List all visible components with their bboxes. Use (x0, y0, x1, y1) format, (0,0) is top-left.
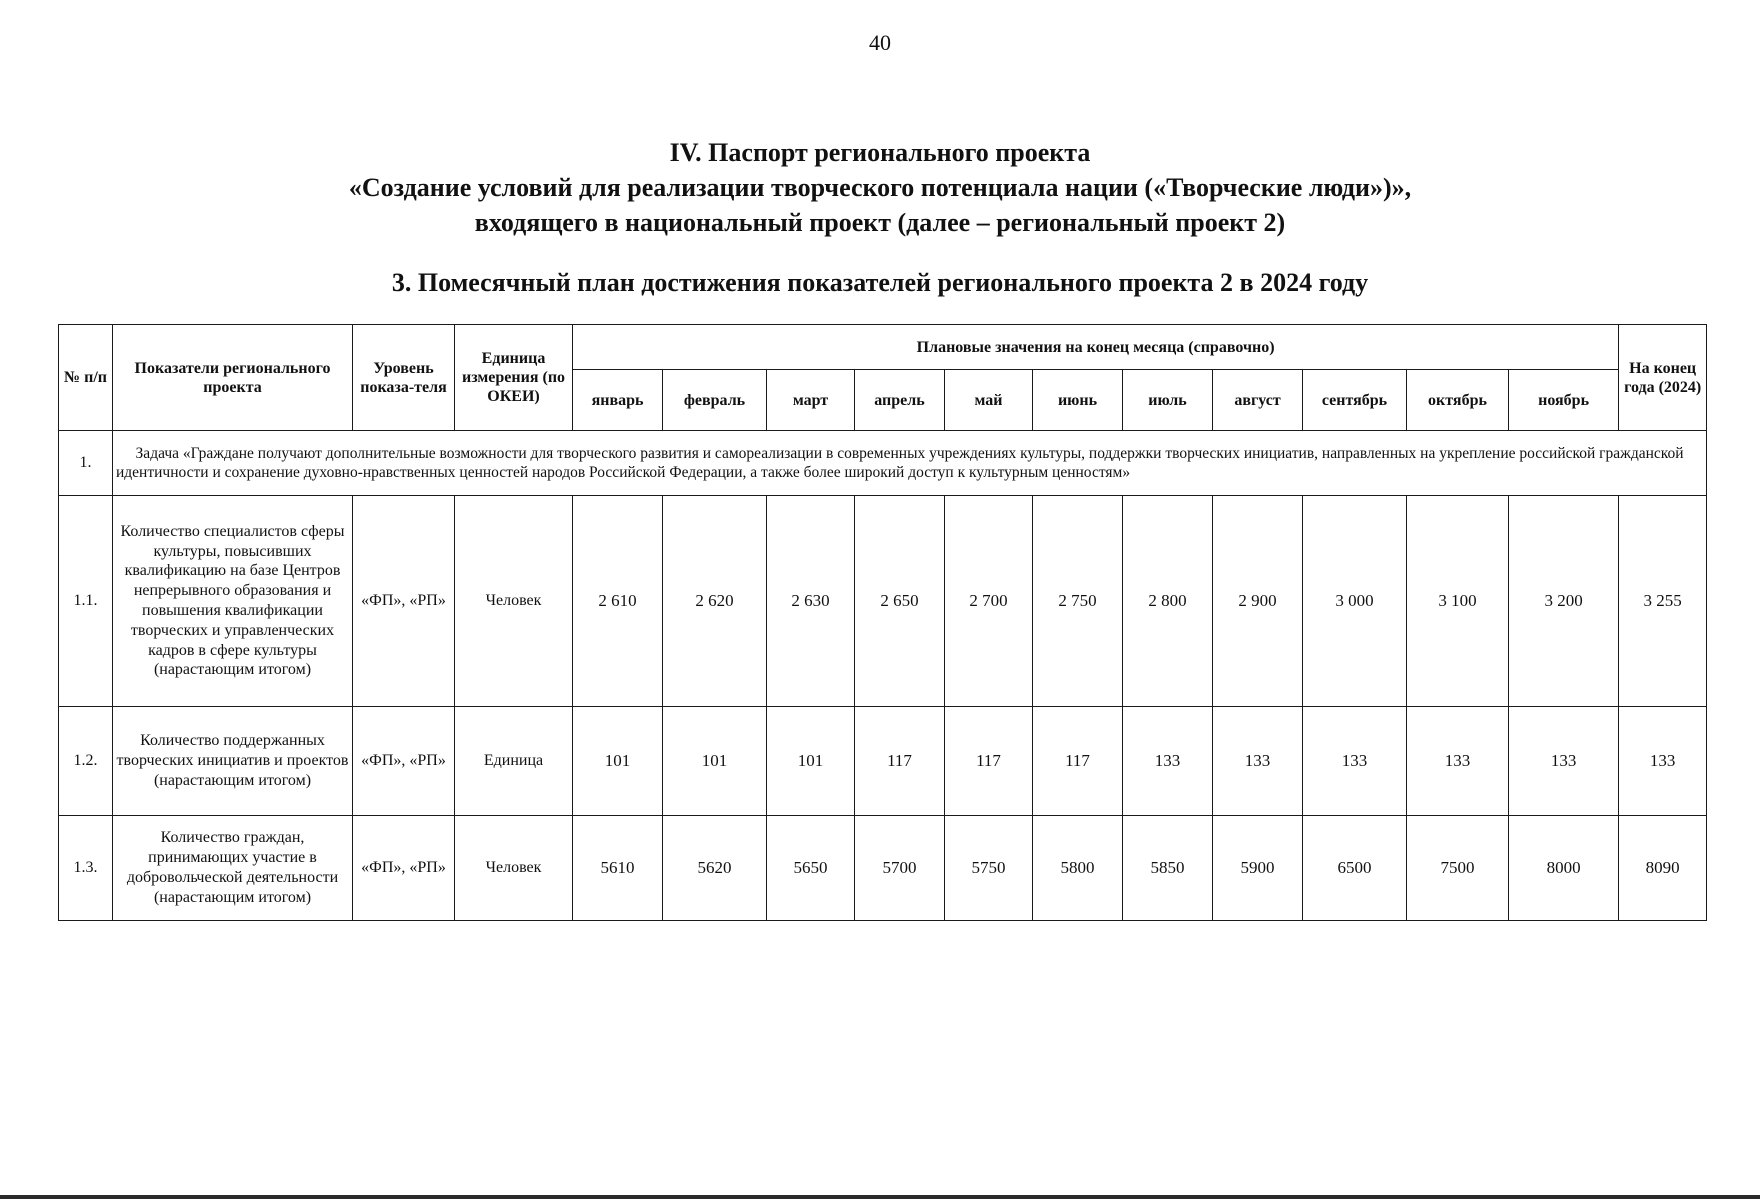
task-row (59, 431, 1707, 496)
page-number: 40 (869, 30, 891, 55)
header-month: сентябрь (1303, 370, 1407, 431)
year-end-value: 3 255 (1619, 496, 1707, 707)
month-value: 5650 (767, 816, 855, 921)
heading-line-1: IV. Паспорт регионального проекта (669, 138, 1091, 167)
header-row (59, 325, 1707, 370)
month-value: 101 (767, 707, 855, 816)
heading-line-2: «Создание условий для реализации творческого потенциала нации («Творческие люди»)», (348, 173, 1412, 202)
month-value: 2 900 (1213, 496, 1303, 707)
header-month: июнь (1033, 370, 1123, 431)
month-value: 133 (1213, 707, 1303, 816)
task-num: 1. (59, 431, 113, 496)
month-value: 8000 (1509, 816, 1619, 921)
month-value: 133 (1509, 707, 1619, 816)
month-value: 2 630 (767, 496, 855, 707)
monthly-plan-table (58, 324, 1707, 921)
header-month: октябрь (1407, 370, 1509, 431)
indicator-level: «ФП», «РП» (353, 707, 455, 816)
header-month: август (1213, 370, 1303, 431)
month-value: 5610 (573, 816, 663, 921)
month-value: 133 (1407, 707, 1509, 816)
month-value: 6500 (1303, 816, 1407, 921)
row-num: 1.1. (59, 496, 113, 707)
heading-line-3: входящего в национальный проект (далее – региональный проект 2) (474, 208, 1286, 237)
header-month: март (767, 370, 855, 431)
month-value: 101 (663, 707, 767, 816)
month-value: 2 610 (573, 496, 663, 707)
passport-heading (0, 135, 1760, 240)
indicator-unit: Человек (455, 816, 573, 921)
indicator-name: Количество граждан, принимающих участие в добровольческой деятельности (нарастающим итогом) (113, 816, 353, 921)
month-value: 5850 (1123, 816, 1213, 921)
month-value: 5620 (663, 816, 767, 921)
month-value: 5750 (945, 816, 1033, 921)
header-month: май (945, 370, 1033, 431)
month-value: 3 200 (1509, 496, 1619, 707)
month-value: 5800 (1033, 816, 1123, 921)
month-value: 133 (1123, 707, 1213, 816)
month-value: 117 (1033, 707, 1123, 816)
header-level: Уровень показа-теля (353, 325, 455, 431)
header-plan-values: Плановые значения на конец месяца (справочно) (573, 325, 1619, 370)
indicator-name: Количество специалистов сферы культуры, повысивших квалификацию на базе Центров непрерывного образования и повышения квалификации творческих и управленческих кадров в сфере культуры (нарастающим итогом) (113, 496, 353, 707)
indicator-unit: Человек (455, 496, 573, 707)
month-value: 2 750 (1033, 496, 1123, 707)
month-value: 3 000 (1303, 496, 1407, 707)
section-subtitle: 3. Помесячный план достижения показателей регионального проекта 2 в 2024 году (391, 268, 1369, 297)
header-month: январь (573, 370, 663, 431)
indicator-unit: Единица (455, 707, 573, 816)
row-num: 1.2. (59, 707, 113, 816)
month-value: 117 (855, 707, 945, 816)
month-value: 2 800 (1123, 496, 1213, 707)
month-value: 5900 (1213, 816, 1303, 921)
indicator-level: «ФП», «РП» (353, 496, 455, 707)
table-row (59, 707, 1707, 816)
header-unit: Единица измерения (по ОКЕИ) (455, 325, 573, 431)
header-indicators: Показатели регионального проекта (113, 325, 353, 431)
table-row (59, 496, 1707, 707)
header-month: ноябрь (1509, 370, 1619, 431)
month-value: 117 (945, 707, 1033, 816)
indicator-name: Количество поддержанных творческих инициатив и проектов (нарастающим итогом) (113, 707, 353, 816)
year-end-value: 133 (1619, 707, 1707, 816)
month-value: 2 700 (945, 496, 1033, 707)
month-value: 5700 (855, 816, 945, 921)
header-month: апрель (855, 370, 945, 431)
row-num: 1.3. (59, 816, 113, 921)
month-value: 101 (573, 707, 663, 816)
header-num: № п/п (59, 325, 113, 431)
indicator-level: «ФП», «РП» (353, 816, 455, 921)
header-month: июль (1123, 370, 1213, 431)
header-year-end: На конец года (2024) (1619, 325, 1707, 431)
month-value: 2 650 (855, 496, 945, 707)
task-text: Задача «Граждане получают дополнительные возможности для творческого развития и самореализации в современных учреждениях культуры, поддержки творческих инициатив, направленных на укрепление российской гражданской идентичности и сохранение духовно-нравственных ценностей народов Российской Федерации, а также более широкий доступ к культурным ценностям» (113, 431, 1707, 496)
month-value: 3 100 (1407, 496, 1509, 707)
bottom-rule (0, 1195, 1760, 1199)
month-value: 133 (1303, 707, 1407, 816)
month-value: 2 620 (663, 496, 767, 707)
header-month: февраль (663, 370, 767, 431)
table-row (59, 816, 1707, 921)
month-value: 7500 (1407, 816, 1509, 921)
year-end-value: 8090 (1619, 816, 1707, 921)
